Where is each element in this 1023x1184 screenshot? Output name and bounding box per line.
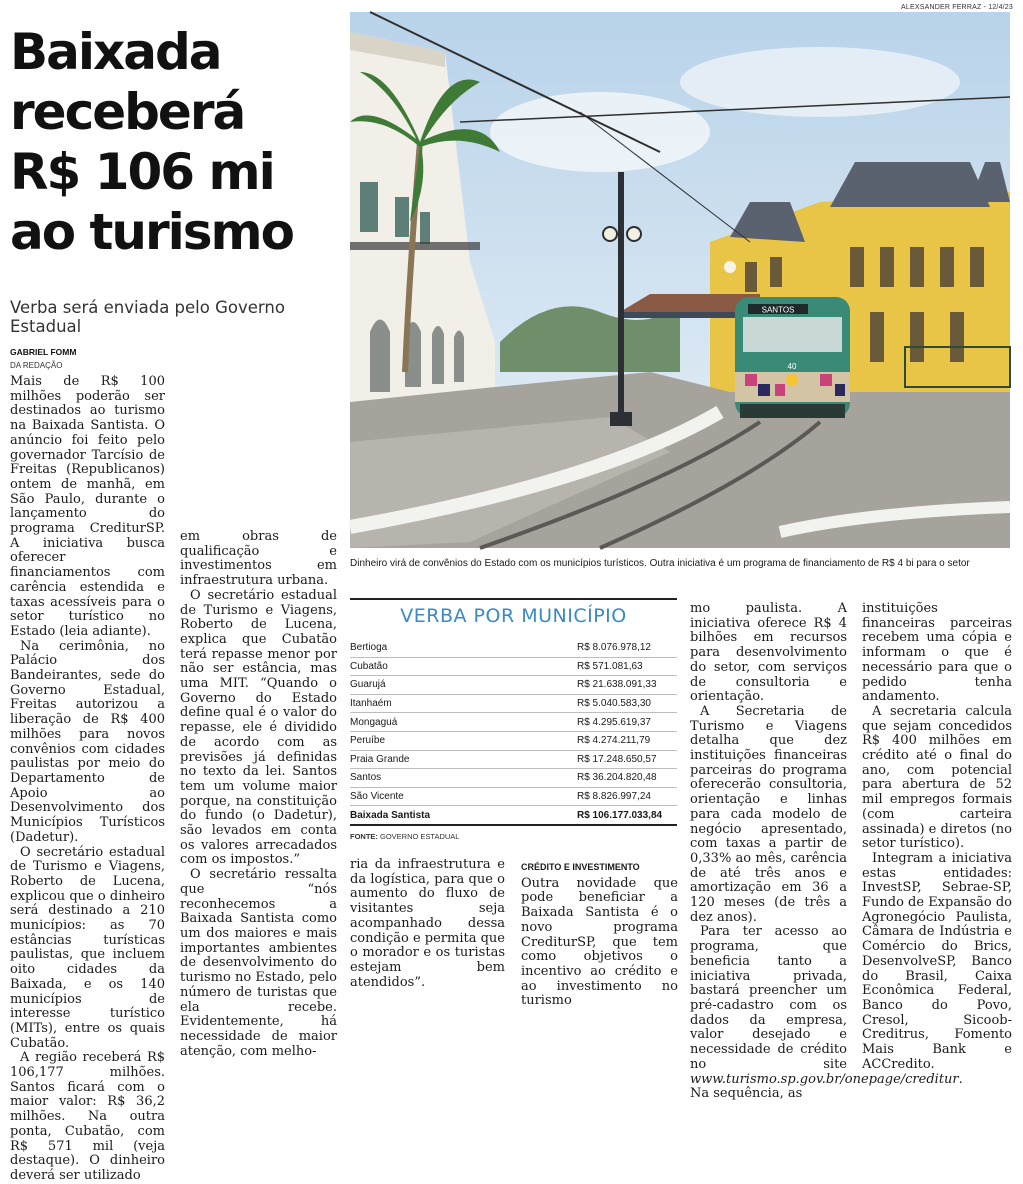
table-row (350, 639, 677, 657)
article-column-6 (862, 601, 1012, 1072)
city-cell: Mongaguá (350, 713, 577, 732)
section-title: CRÉDITO E INVESTIMENTO (521, 862, 640, 872)
photo-credit: ALEXSANDER FERRAZ - 12/4/23 (901, 4, 1013, 11)
table-source (350, 832, 677, 841)
table-row (350, 657, 677, 676)
paragraph: A Secretaria de Turismo e Viagens detalha que dez instituições financeiras parceiras do programa oferecerão consultoria, orientação e linhas para cada modelo de negócio apresentado, com taxas a partir de 0,33% ao mês, carência de até três anos e amortização em 36 a 120 meses (de três a dez anos). (690, 703, 847, 925)
paragraph: A região receberá R$ 106,177 milhões. Santos ficará com o maior valor: R$ 36,2 milhões. Na outra ponta, Cubatão, com R$ 571 mil (veja destaque). O dinheiro deverá ser utilizado (10, 1050, 165, 1183)
paragraph: Mais de R$ 100 milhões poderão ser destinados ao turismo na Baixada Santista. O anúncio foi feito pelo governador Tarcísio de Freitas (Republicanos) ontem de manhã, em São Paulo, durante o lançamento do programa CrediturSP. A iniciativa busca oferecer financiamentos com carência estendida e taxas acessíveis para o setor turístico no Estado (leia adiante). (10, 374, 165, 639)
headline-line: receberá (10, 83, 245, 141)
headline-line: R$ 106 mi (10, 143, 274, 201)
byline: GABRIEL FOMM (10, 347, 77, 357)
city-cell: Santos (350, 769, 577, 788)
desk-label: DA REDAÇÃO (10, 361, 63, 370)
paragraph: Outra novidade que pode beneficiar a Baixada Santista é o novo programa CrediturSP, que tem como objetivos o incentivo ao crédito e ao investimento no turismo (521, 875, 678, 1009)
value-cell: R$ 21.638.091,33 (577, 676, 677, 695)
total-city-cell: Baixada Santista (350, 806, 577, 825)
article-photo (350, 12, 1010, 548)
table-title: VERBA POR MUNICÍPIO (350, 598, 677, 639)
value-cell: R$ 4.295.619,37 (577, 713, 677, 732)
paragraph (690, 924, 963, 1102)
tram-destination-sign: SANTOS (761, 305, 795, 315)
city-cell: São Vicente (350, 787, 577, 806)
table-row (350, 750, 677, 769)
city-cell: Itanhaém (350, 694, 577, 713)
source-label: FONTE: (350, 831, 378, 841)
city-cell: Bertioga (350, 639, 577, 657)
value-cell: R$ 5.040.583,30 (577, 694, 677, 713)
table-total-row (350, 806, 677, 825)
paragraph: O secretário estadual de Turismo e Viagens, Roberto de Lucena, explica que Cubatão terá repasse menor por não ser estância, mas uma MIT. “Quando o Governo do Estado define qual é o valor do repasse, ele é dividido de acordo com as previsões já definidas no texto da lei. Santos tem um volume maior porque, na constituição do fundo (o Dadetur), são levados em conta os valores arrecadados com os impostos.” (180, 587, 337, 868)
city-cell: Cubatão (350, 657, 577, 676)
funding-table (350, 639, 677, 826)
city-cell: Guarujá (350, 676, 577, 695)
paragraph: Integram a iniciativa estas entidades: InvestSP, Sebrae-SP, Fundo de Expansão do Agronegócio Paulista, Câmara de Indústria e Comércio do Brics, DesenvolveSP, Banco do Brasil, Caixa Econômica Federal, Banco do Povo, Cresol, Sicoob-Creditrus, Fomento Mais Bank e ACCredito. (862, 850, 1012, 1072)
paragraph: instituições financeiras parceiras recebem uma cópia e informam o que é necessário para que o pedido tenha andamento. (862, 601, 1012, 705)
value-cell: R$ 571.081,63 (577, 657, 677, 676)
paragraph-text: Para ter acesso ao programa, que beneficia tanto a iniciativa privada, bastará preencher um pré-cadastro com os dados da empresa, valor desejado e necessidade de crédito no site (690, 924, 847, 1072)
headline-line: ao turismo (10, 203, 294, 261)
article-column-3 (350, 857, 505, 990)
value-cell: R$ 17.248.650,57 (577, 750, 677, 769)
paragraph: em obras de qualificação e investimentos em infraestrutura urbana. (180, 529, 337, 589)
website-link[interactable]: www.turismo.sp.gov.br/onepage/creditur (690, 1071, 959, 1087)
table-row (350, 787, 677, 806)
value-cell: R$ 4.274.211,79 (577, 731, 677, 750)
table-row (350, 676, 677, 695)
source-text: GOVERNO ESTADUAL (377, 831, 460, 841)
value-cell: R$ 8.076.978,12 (577, 639, 677, 657)
headline (10, 22, 340, 262)
photo-caption: Dinheiro virá de convênios do Estado com os municípios turísticos. Outra iniciativa é um programa de financiamento de R$ 4 bi para o setor (350, 558, 970, 569)
headline-line: Baixada (10, 23, 221, 81)
paragraph: Na cerimônia, no Palácio dos Bandeirantes, sede do Governo Estadual, Freitas autorizou a liberação de R$ 400 milhões para novos convênios com cidades paulistas por meio do Departamento de Apoio ao Desenvolvimento dos Municípios Turísticos (Dadetur). (10, 638, 165, 845)
value-cell: R$ 8.826.997,24 (577, 787, 677, 806)
paragraph: ria da infraestrutura e da logística, para que o aumento do fluxo de visitantes seja acompanhado dessa condição e permita que o morador e os turistas estejam bem atendidos”. (350, 857, 505, 990)
total-value-cell: R$ 106.177.033,84 (577, 806, 677, 825)
paragraph-text: . Na sequência, as (690, 1071, 963, 1102)
article-column-4 (521, 860, 678, 1009)
value-cell: R$ 36.204.820,48 (577, 769, 677, 788)
paragraph: O secretário estadual de Turismo e Viagens, Roberto de Lucena, explicou que o dinheiro será destinado a 210 municípios: as 70 estâncias turísticas paulistas, que incluem oito cidades da Baixada, e os 140 municípios de interesse turístico (MITs), entre os quais Cubatão. (10, 844, 165, 1051)
subheadline: Verba será enviada pelo Governo Estadual (10, 298, 285, 336)
article-column-2 (180, 529, 337, 1059)
paragraph: O secretário ressalta que “nós reconhecemos a Baixada Santista como um dos maiores e mais importantes ambientes de desenvolvimento do turismo no Estado, pelo número de turistas que ela recebe. Evidentemente, há necessidade de maior atenção, com melho- (180, 867, 337, 1059)
table-row (350, 713, 677, 732)
paragraph: A secretaria calcula que sejam concedidos R$ 400 milhões em crédito até o final do ano, com potencial para abertura de 52 mil empregos formais (com carteira assinada) e diretos (no setor turístico). (862, 703, 1012, 852)
table-row (350, 769, 677, 788)
tram-number: 40 (787, 362, 797, 371)
table-row (350, 731, 677, 750)
paragraph: mo paulista. A iniciativa oferece R$ 4 bilhões em recursos para desenvolvimento do setor, com serviços de consultoria e orientação. (690, 601, 847, 705)
municipality-funding-table (350, 598, 677, 841)
article-column-1 (10, 374, 165, 1183)
table-row (350, 694, 677, 713)
city-cell: Peruíbe (350, 731, 577, 750)
city-cell: Praia Grande (350, 750, 577, 769)
